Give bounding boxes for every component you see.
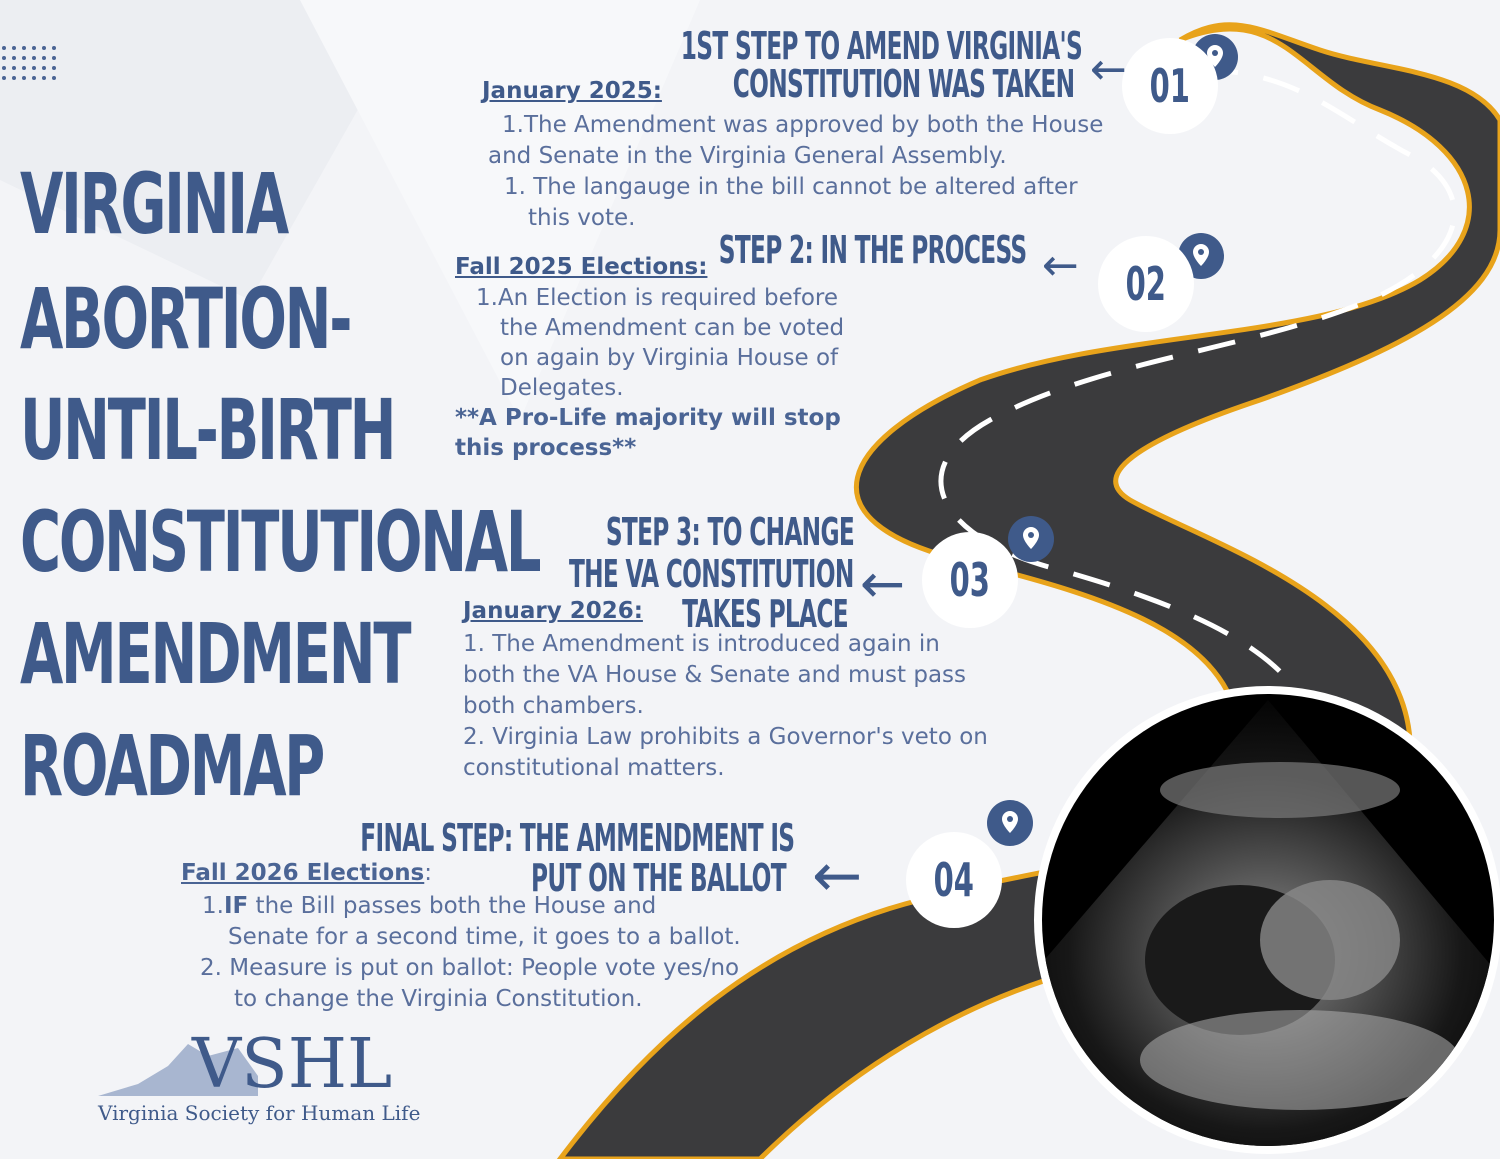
logo-name: Virginia Society for Human Life [98, 1101, 421, 1125]
step-number-badge: 01 [1122, 38, 1218, 134]
step-heading: CONSTITUTION WAS TAKEN [732, 62, 1074, 106]
step-text [202, 891, 656, 921]
step-text: 1.An Election is required before [476, 285, 839, 311]
logo-abbreviation: VSHL [192, 1025, 393, 1104]
left-arrow-icon: ← [1042, 240, 1079, 291]
step-text-prefix: 1. [202, 893, 224, 919]
step-text-emphasis: IF [223, 893, 249, 919]
step-number-badge: 02 [1098, 236, 1194, 332]
title-line: UNTIL-BIRTH [20, 381, 395, 479]
title-line: ROADMAP [20, 717, 324, 815]
left-arrow-icon: ← [812, 841, 863, 911]
step-text: both the VA House & Senate and must pass [463, 662, 967, 688]
step-text: and Senate in the Virginia General Assembly. [488, 143, 1007, 169]
step-text: to change the Virginia Constitution. [234, 986, 643, 1012]
title-line: AMENDMENT [20, 605, 410, 703]
step-heading: PUT ON THE BALLOT [531, 856, 786, 900]
step-subheading-suffix: : [424, 860, 433, 886]
step-text: on again by Virginia House of [500, 345, 839, 371]
step-subheading-wrap [181, 860, 432, 886]
step-text: Delegates. [500, 375, 624, 401]
step-subheading: January 2025: [482, 78, 662, 104]
step-heading: 1ST STEP TO AMEND VIRGINIA'S [680, 24, 1082, 68]
step-text: both chambers. [463, 693, 644, 719]
step-subheading: January 2026: [463, 598, 643, 624]
step-number-badge: 04 [906, 832, 1002, 928]
step-text: constitutional matters. [463, 755, 725, 781]
step-text: 2. Measure is put on ballot: People vote yes/no [200, 955, 740, 981]
title-line: VIRGINIA [20, 155, 287, 253]
step-text: 1. The Amendment is introduced again in [463, 631, 940, 657]
step-text: this vote. [528, 205, 636, 231]
title-line: ABORTION- [20, 270, 351, 368]
step-text: the Amendment can be voted [500, 315, 845, 341]
step-text: 1. The langauge in the bill cannot be altered after [504, 174, 1078, 200]
step-heading: TAKES PLACE [682, 592, 848, 636]
step-heading: FINAL STEP: THE AMMENDMENT IS [359, 816, 794, 860]
step-text: 2. Virginia Law prohibits a Governor's veto on [463, 724, 988, 750]
step-text-rest: the Bill passes both the House and [248, 893, 657, 919]
left-arrow-icon: ← [860, 552, 906, 615]
left-arrow-icon: ← [1090, 44, 1127, 95]
map-pin-icon [1008, 516, 1054, 562]
step-text: 1.The Amendment was approved by both the House [502, 112, 1104, 138]
step-note: **A Pro-Life majority will stop [455, 405, 841, 431]
step-heading: STEP 2: IN THE PROCESS [718, 228, 1026, 272]
map-pin-icon [987, 800, 1033, 846]
step-subheading: Fall 2026 Elections [181, 860, 425, 886]
step-subheading: Fall 2025 Elections: [455, 254, 708, 280]
step-heading: THE VA CONSTITUTION [569, 552, 854, 596]
step-note: this process** [455, 435, 637, 461]
step-number-badge: 03 [922, 532, 1018, 628]
dot-grid-icon [0, 44, 62, 88]
step-text: Senate for a second time, it goes to a ballot. [228, 924, 741, 950]
step-heading: STEP 3: TO CHANGE [605, 510, 854, 554]
title-line: CONSTITUTIONAL [20, 493, 540, 591]
